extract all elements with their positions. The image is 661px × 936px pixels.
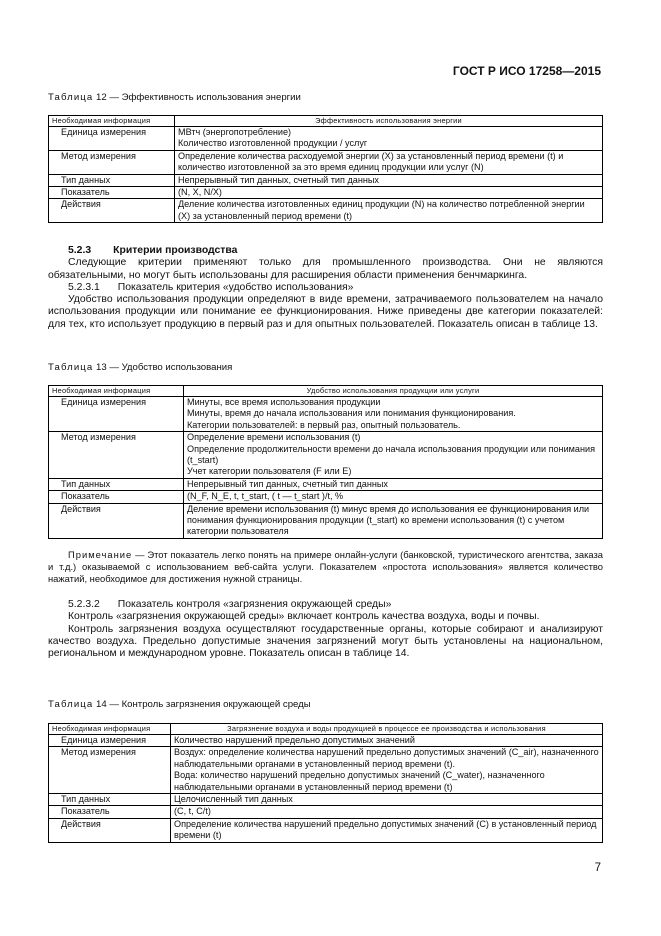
cell-line: Категории пользователей: в первый раз, опытный пользователь. [187,419,461,430]
table-row [49,199,603,223]
table-row [49,432,603,479]
table-value-cell [175,199,603,223]
table-value-cell [184,397,603,432]
caption-text: 14 — Контроль загрязнения окружающей среды [93,699,311,710]
table-value-cell [175,127,603,151]
cell-line: Непрерывный тип данных, счетный тип данных [178,174,379,185]
table-key-cell: Показатель [49,187,175,199]
table-value-cell [171,794,603,806]
section-title: Критерии производства [113,245,238,256]
table-key-cell: Действия [49,818,171,842]
table-row [49,818,603,842]
table-value-cell [184,491,603,503]
subsection-heading [48,282,603,294]
table-key-cell: Метод измерения [49,150,175,174]
table-row [49,735,603,747]
table-header-cell: Загрязнение воздуха и воды продукцией в процессе ее производства и использования [171,724,603,735]
cell-line: Минуты, время до начала использования или понимания функционирования. [187,408,516,419]
cell-line: Определение количества расходуемой энергии (X) за установленный период времени (t) и количество изготовленной за это время единиц продукции или услуг (N) [178,150,564,173]
subsection-number: 5.2.3.2 [68,599,100,610]
table-value-cell [171,735,603,747]
table-row [49,187,603,199]
table-header-cell: Необходимая информация [49,724,171,735]
table-row [49,174,603,186]
caption-word: Таблица [48,92,94,103]
cell-line: Определение количества нарушений предельно допустимых значений (C) в установленный период времени (t) [174,818,597,841]
table-row [49,127,603,151]
cell-line: Количество изготовленной продукции / услуг [178,138,368,149]
note-paragraph [48,549,603,585]
subsection-number: 5.2.3.1 [68,281,100,293]
table-key-cell: Показатель [49,806,171,818]
table-14 [48,723,603,843]
cell-line: Вода: количество нарушений предельно допустимых значений (C_water), назначенного наблюдательными органами в установленный период времени (t) [174,770,545,792]
paragraph: Удобство использования продукции определяют в виде времени, затрачиваемого пользователем на начало использования продукции или понимание ее функционирования. Ниже приведены две категории показателей: для тех, кто использует продукцию в первый раз и для опытных пользователей. Показатель описан в таблице 13. [48,294,603,330]
table-key-cell: Действия [49,503,184,538]
table-value-cell [171,818,603,842]
table-13-caption [48,362,603,373]
table-row [49,747,603,794]
table-key-cell: Единица измерения [49,397,184,432]
table-14-caption [48,699,603,710]
caption-text: 12 — Эффективность использования энергии [93,92,301,103]
table-row [49,794,603,806]
cell-line: (N, X, N/X) [178,187,222,198]
table-row [49,397,603,432]
table-key-cell: Тип данных [49,174,175,186]
table-header-cell: Эффективность использования энергии [175,116,603,127]
table-value-cell [171,806,603,818]
caption-word: Таблица [48,362,94,373]
note [48,549,603,585]
cell-line: МВтч (энергопотребление) [178,127,292,137]
table-row [49,503,603,538]
table-key-cell: Метод измерения [49,432,184,479]
table-value-cell [175,174,603,186]
cell-line: Количество нарушений предельно допустимых значений [174,735,415,745]
table-value-cell [175,187,603,199]
table-value-cell [184,478,603,490]
paragraph: Следующие критерии применяют только для промышленного производства. Они не являются обязательными, но могут быть использованы для расширения области применения бенчмаркинга. [48,257,603,281]
table-key-cell: Тип данных [49,794,171,806]
table-value-cell [175,150,603,174]
caption-word: Таблица [48,699,94,710]
section-5-2-3-2 [48,599,603,660]
table-header-cell: Необходимая информация [49,116,175,127]
cell-line: Учет категории пользователя (F или E) [187,466,352,477]
section-heading [48,245,603,257]
cell-line: Воздух: определение количества нарушений предельно допустимых значений (C_air), назначенного наблюдательными органами в установленный период времени (t). [174,747,599,769]
note-text: — Этот показатель легко понять на примере онлайн-услуги (банковской, туристического агентства, заказа и т.д.) оказываемой с использованием веб-сайта услуги. Показателем «простота использования» является количество нажатий, необходимое для достижения нужной страницы. [48,549,603,584]
table-row [49,150,603,174]
section-5-2-3 [48,245,603,331]
table-row [49,806,603,818]
cell-line: Минуты, все время использования продукции [187,397,381,407]
page-number: 7 [594,862,601,874]
cell-line: Непрерывный тип данных, счетный тип данных [187,478,388,489]
section-number: 5.2.3 [68,245,92,256]
paragraph: Контроль загрязнения воздуха осуществляют государственные органы, которые собирают и анализируют качество воздуха. Предельно допустимые значения загрязнений могут быть установлены на национальном, региональном и международном уровне. Показатель описан в таблице 14. [48,623,603,660]
table-header-cell: Необходимая информация [49,386,184,397]
document-code-header: ГОСТ Р ИСО 17258—2015 [452,64,601,78]
cell-line: Определение продолжительности времени до начала использования продукции или понимания (t_start) [187,443,595,466]
table-value-cell [171,747,603,794]
subsection-title: Показатель критерия «удобство использования» [117,281,354,293]
note-label: Примечание [68,549,133,560]
table-key-cell: Тип данных [49,478,184,490]
cell-line: (C, t, C/t) [174,806,211,817]
table-key-cell: Единица измерения [49,735,171,747]
table-row [49,478,603,490]
table-12 [48,115,603,223]
paragraph: Контроль «загрязнения окружающей среды» включает контроль качества воздуха, воды и почвы. [68,611,540,623]
cell-line: Деление количества изготовленных единиц продукции (N) на количество потребленной энергии (X) за установленный период времени (t) [178,199,585,221]
table-13 [48,385,603,539]
cell-line: Целочисленный тип данных [174,794,293,805]
table-row [49,491,603,503]
table-key-cell: Единица измерения [49,127,175,151]
table-header-cell: Удобство использования продукции или услуги [184,386,603,397]
table-value-cell [184,503,603,538]
table-value-cell [184,432,603,479]
table-key-cell: Действия [49,199,175,223]
subsection-title: Показатель контроля «загрязнения окружающей среды» [117,599,392,610]
table-12-caption [48,92,603,103]
table-key-cell: Показатель [49,491,184,503]
subsection-heading [48,599,603,611]
caption-text: 13 — Удобство использования [93,362,233,373]
table-key-cell: Метод измерения [49,747,171,794]
cell-line: (N_F, N_E, t, t_start, ( t — t_start )/t, % [187,491,344,502]
cell-line: Деление времени использования (t) минус время до использования ее функционирования или понимания функционирования продукции (t_start) ко времени использования (t) с учетом категории пользователя [187,503,590,537]
cell-line: Определение времени использования (t) [187,432,361,443]
